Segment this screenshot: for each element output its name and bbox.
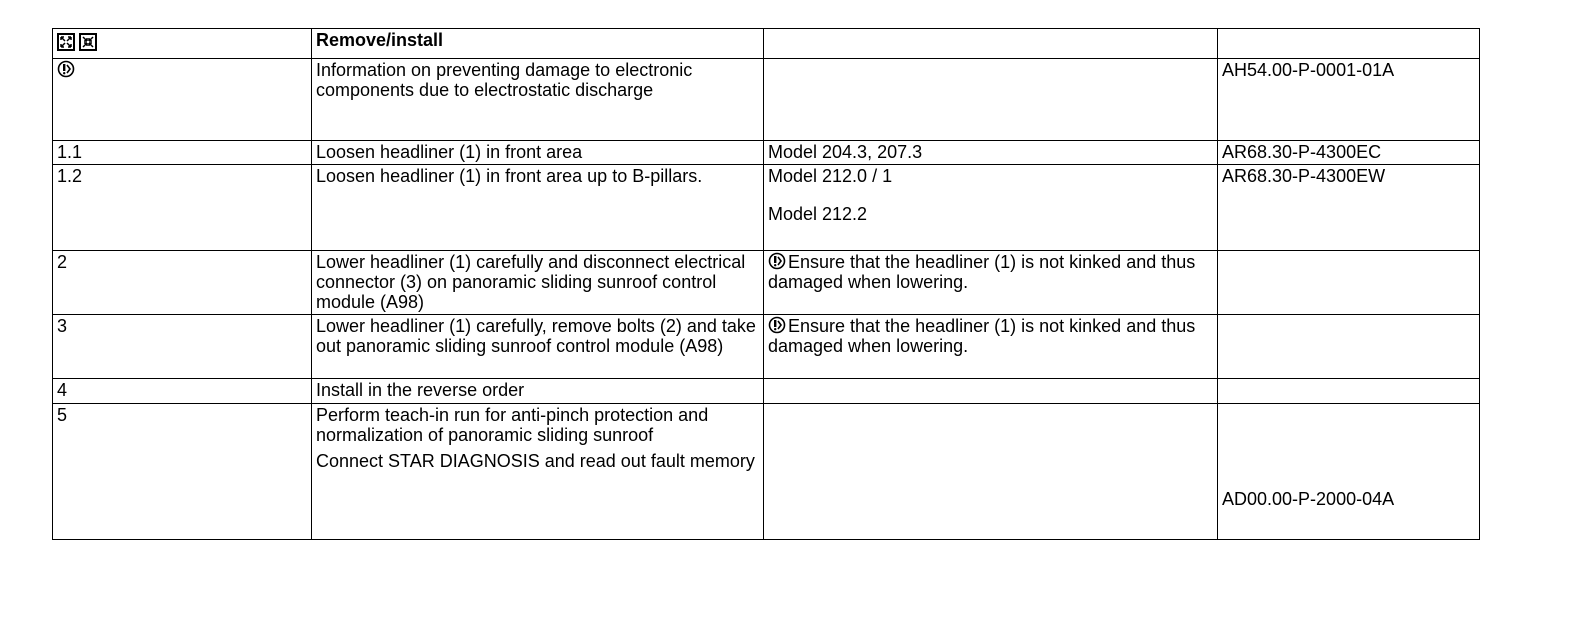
note-cell [764,315,1218,379]
header-icons-cell [53,29,312,59]
note-cell [764,379,1218,404]
step-cell: 1.1 [53,141,312,165]
step-cell [53,59,312,141]
table-row [53,404,1480,540]
description-cell: Loosen headliner (1) in front area [312,141,764,165]
note-cell [764,251,1218,315]
description-line: Connect STAR DIAGNOSIS and read out fault memory [316,451,755,471]
step-cell: 2 [53,251,312,315]
note-line: Model 212.2 [768,204,868,224]
note-cell [764,165,1218,251]
note-cell: Model 204.3, 207.3 [764,141,1218,165]
note-text: Ensure that the headliner (1) is not kinked and thus damaged when lowering. [768,252,1196,292]
reference-text[interactable]: AD00.00-P-2000-04A [1222,489,1395,509]
table-row [53,165,1480,251]
table-row [53,251,1480,315]
description-line: Perform teach-in run for anti-pinch protection and normalization of panoramic sliding sunroof [316,405,709,445]
step-cell: 4 [53,379,312,404]
description-cell: Lower headliner (1) carefully and disconnect electrical connector (3) on panoramic sliding sunroof control module (A98) [312,251,764,315]
reference-cell [1218,379,1480,404]
note-info-icon [768,316,786,334]
step-cell: 3 [53,315,312,379]
header-reference-cell [1218,29,1480,59]
reference-link[interactable]: AR68.30-P-4300EW [1218,165,1480,251]
table-row [53,141,1480,165]
reference-cell [1218,315,1480,379]
procedure-table [52,28,1480,540]
install-symbol-icon [79,33,97,51]
table-row [53,379,1480,404]
header-title: Remove/install [312,29,764,59]
description-cell: Information on preventing damage to electronic components due to electrostatic discharge [312,59,764,141]
description-cell: Loosen headliner (1) in front area up to B-pillars. [312,165,764,251]
reference-link[interactable] [1218,404,1480,540]
reference-link[interactable]: AR68.30-P-4300EC [1218,141,1480,165]
header-row [53,29,1480,59]
table-row [53,315,1480,379]
step-cell: 5 [53,404,312,540]
description-cell: Install in the reverse order [312,379,764,404]
note-line: Model 212.0 / 1 [768,166,893,186]
note-info-icon [768,252,786,270]
esd-warning-icon [57,60,75,78]
reference-cell [1218,251,1480,315]
note-cell [764,59,1218,141]
table-row [53,59,1480,141]
remove-symbol-icon [57,33,75,51]
description-cell: Lower headliner (1) carefully, remove bolts (2) and take out panoramic sliding sunroof control module (A98) [312,315,764,379]
header-note-cell [764,29,1218,59]
note-cell [764,404,1218,540]
description-cell [312,404,764,540]
reference-link[interactable]: AH54.00-P-0001-01A [1218,59,1480,141]
step-cell: 1.2 [53,165,312,251]
note-text: Ensure that the headliner (1) is not kinked and thus damaged when lowering. [768,316,1196,356]
